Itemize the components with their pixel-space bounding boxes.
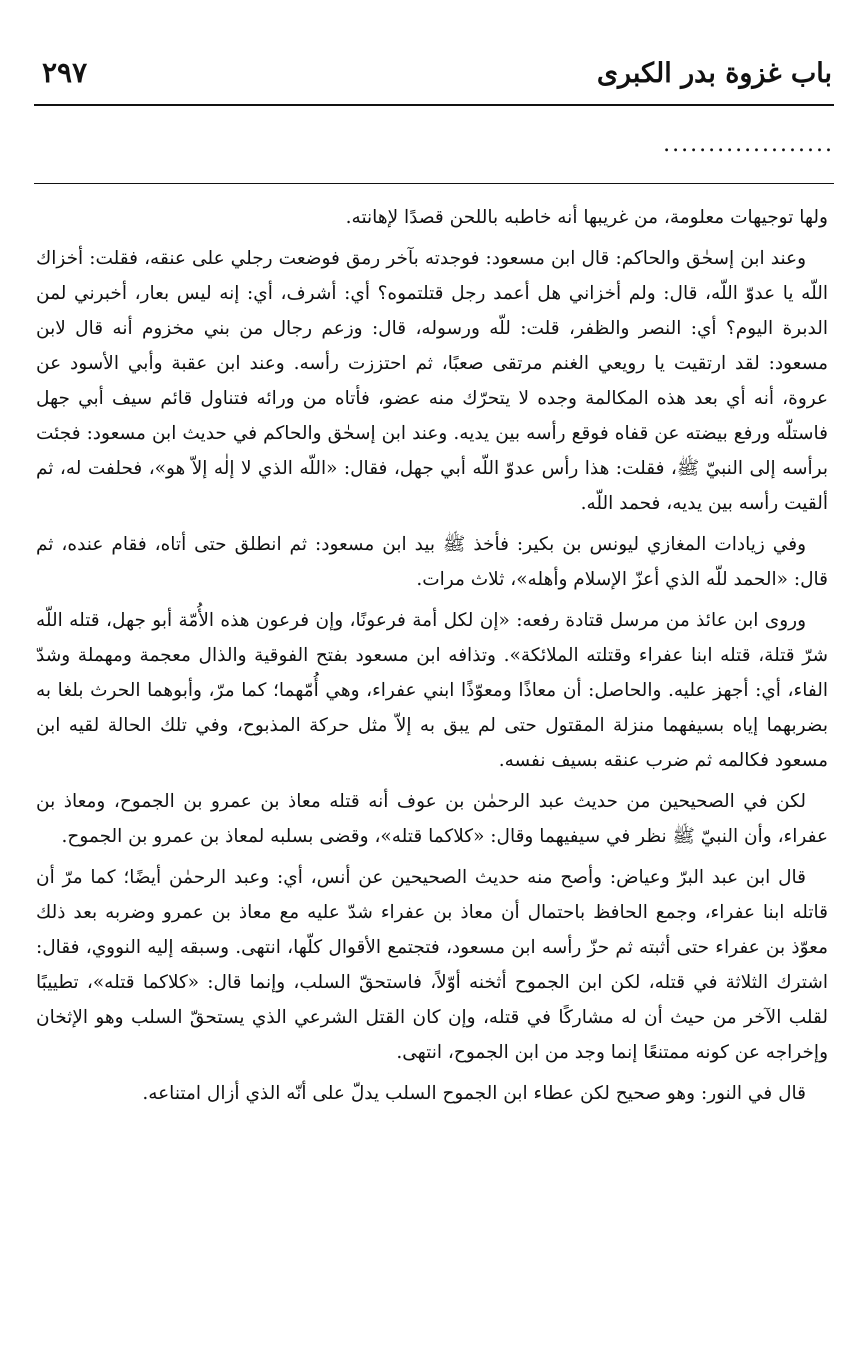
body-text bbox=[36, 200, 828, 1117]
page-number: ٢٩٧ bbox=[42, 56, 88, 89]
running-header bbox=[36, 54, 832, 100]
ellipsis-separator: ................... bbox=[663, 132, 834, 157]
paragraph: وفي زيادات المغازي ليونس بن بكير: فأخذ ﷺ بيد ابن مسعود: ثم انطلق حتى أتاه، فقام عنده، ثم قال: «الحمد للّه الذي أعزّ الإسلام وأهله»، ثلاث مرات. bbox=[36, 534, 828, 590]
header-rule bbox=[34, 104, 834, 106]
paragraph: لكن في الصحيحين من حديث عبد الرحمٰن بن عوف أنه قتله معاذ بن عمرو بن الجموح، ومعاذ بن عفراء، وأن النبيّ ﷺ نظر في سيفيهما وقال: «كلاكما قتله»، وقضى بسلبه لمعاذ بن عمرو بن الجموح. bbox=[36, 791, 828, 847]
paragraph: وعند ابن إسحٰق والحاكم: قال ابن مسعود: فوجدته بآخر رمق فوضعت رجلي على عنقه، فقلت: أخزاك اللّه يا عدوّ اللّه، قال: ولم أخزاني هل أعمد رجل قتلتموه؟ أي: أشرف، أي: إنه ليس بعار، أخبرني لمن الدبرة اليوم؟ أي: النصر والظفر، قلت: للّه ورسوله، قال: وزعم رجال من بني مخزوم أنه قال لابن مسعود: لقد ارتقيت يا رويعي الغنم مرتقى صعبًا، ثم احتززت رأسه. وعند ابن عقبة وأبي الأسود عن عروة، أنه أي بعد هذه المكالمة وجده لا يتحرّك منه عضو، فأتاه من ورائه فتناول قائم سيف أبي جهل فاستلّه ورفع بيضته عن قفاه فوقع رأسه بين يديه. وعند ابن إسحٰق والحاكم في حديث ابن مسعود: فجئت برأسه إلى النبيّ ﷺ، فقلت: هذا رأس عدوّ اللّه أبي جهل، فقال: «اللّه الذي لا إلٰه إلاّ هو»، فحلفت له، ثم ألقيت رأسه بين يديه، فحمد اللّه. bbox=[36, 248, 828, 514]
paragraph: وروى ابن عائذ من مرسل قتادة رفعه: «إن لكل أمة فرعونًا، وإن فرعون هذه الأُمّة أبو جهل، قتله اللّه شرّ قتلة، قتله ابنا عفراء وقتلته الملائكة». وتذافه ابن مسعود بفتح الفوقية والذال معجمة ومهملة وشدّ الفاء، أي: أجهز عليه. والحاصل: أن معاذًا ومعوّذًا ابني عفراء، وهي أُمّهما؛ كما مرّ، وأبوهما الحرث بلغا به بضربهما إياه بسيفهما منزلة المقتول حتى لم يبق به إلاّ مثل حركة المذبوح، وفي تلك الحالة لقيه ابن مسعود فكالمه ثم ضرب عنقه بسيف نفسه. bbox=[36, 610, 828, 771]
chapter-title: باب غزوة بدر الكبرى bbox=[596, 58, 832, 89]
paragraph: قال ابن عبد البرّ وعياض: وأصح منه حديث الصحيحين عن أنس، أي: وعبد الرحمٰن أيضًا؛ كما مرّ أن قاتله ابنا عفراء، وجمع الحافظ باحتمال أن معاذ بن عفراء شدّ عليه مع معاذ بن عمرو وضربه بعد ذلك معوّذ بن عفراء حتى أثبته ثم حزّ رأسه ابن مسعود، فتجتمع الأقوال كلّها، انتهى. وسبقه إليه النووي، فقال: اشترك الثلاثة في قتله، لكن ابن الجموح أثخنه أوّلاً، فاستحقّ السلب، وإنما قال: «كلاكما قتله»، تطييبًا لقلب الآخر من حيث أن له مشاركًا في قتله، وإن كان القتل الشرعي الذي يستحقّ السلب وهو الإثخان وإخراجه عن كونه ممتنعًا إنما وجد من ابن الجموح، انتهى. bbox=[36, 867, 828, 1063]
footnote-rule bbox=[34, 183, 834, 184]
paragraph: ولها توجيهات معلومة، من غريبها أنه خاطبه باللحن قصدًا لإهانته. bbox=[345, 207, 828, 228]
paragraph: قال في النور: وهو صحيح لكن عطاء ابن الجموح السلب يدلّ على أنّه الذي أزال امتناعه. bbox=[142, 1083, 806, 1104]
